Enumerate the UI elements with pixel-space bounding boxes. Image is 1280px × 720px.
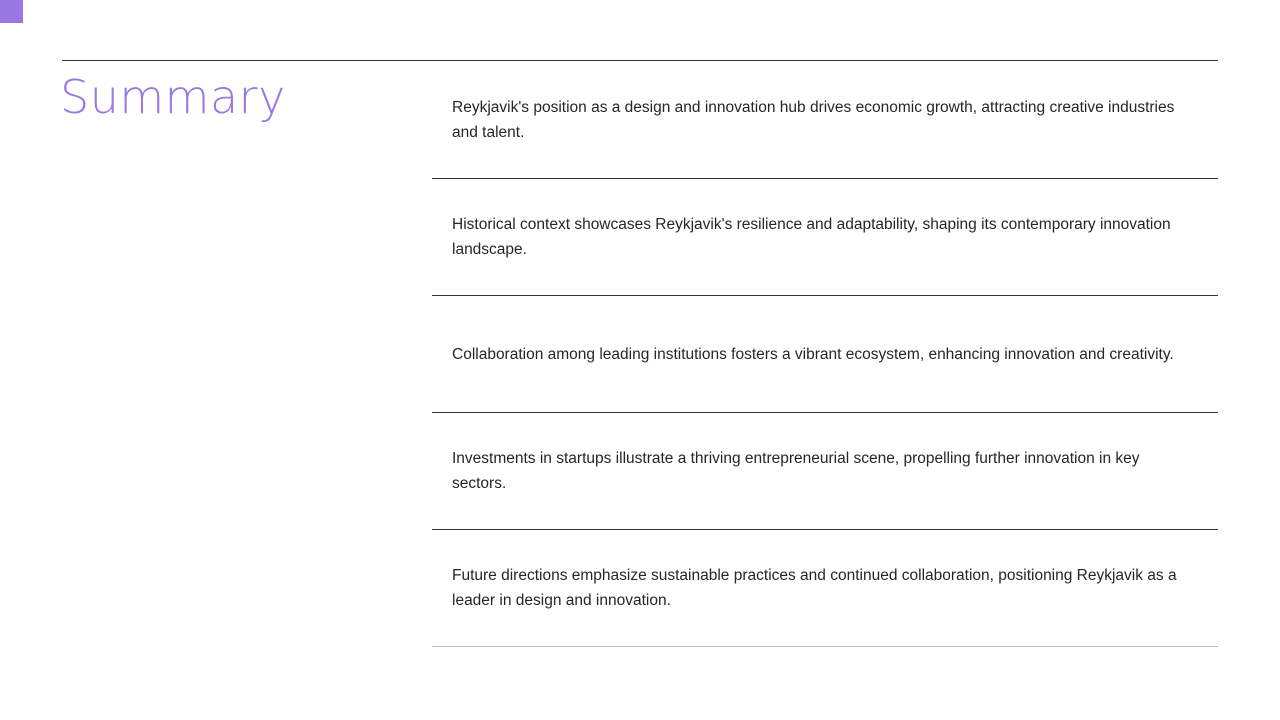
summary-item xyxy=(432,296,1218,413)
summary-item xyxy=(432,530,1218,647)
top-divider xyxy=(62,60,1218,61)
corner-accent xyxy=(0,0,23,23)
summary-item xyxy=(432,413,1218,530)
summary-item-text: Future directions emphasize sustainable practices and continued collaboration, positioning Reykjavik as a leader in design and innovation. xyxy=(452,567,1177,609)
page-title: Summary xyxy=(60,70,286,124)
summary-item xyxy=(432,179,1218,296)
summary-list xyxy=(432,62,1218,647)
summary-item-text: Reykjavik's position as a design and innovation hub drives economic growth, attracting creative industries and talent. xyxy=(452,99,1175,141)
summary-item-text: Investments in startups illustrate a thriving entrepreneurial scene, propelling further innovation in key sectors. xyxy=(452,450,1140,492)
summary-item-text: Historical context showcases Reykjavik's resilience and adaptability, shaping its contemporary innovation landscape. xyxy=(452,216,1171,258)
summary-item-text: Collaboration among leading institutions fosters a vibrant ecosystem, enhancing innovation and creativity. xyxy=(452,345,1174,363)
summary-item xyxy=(432,62,1218,179)
